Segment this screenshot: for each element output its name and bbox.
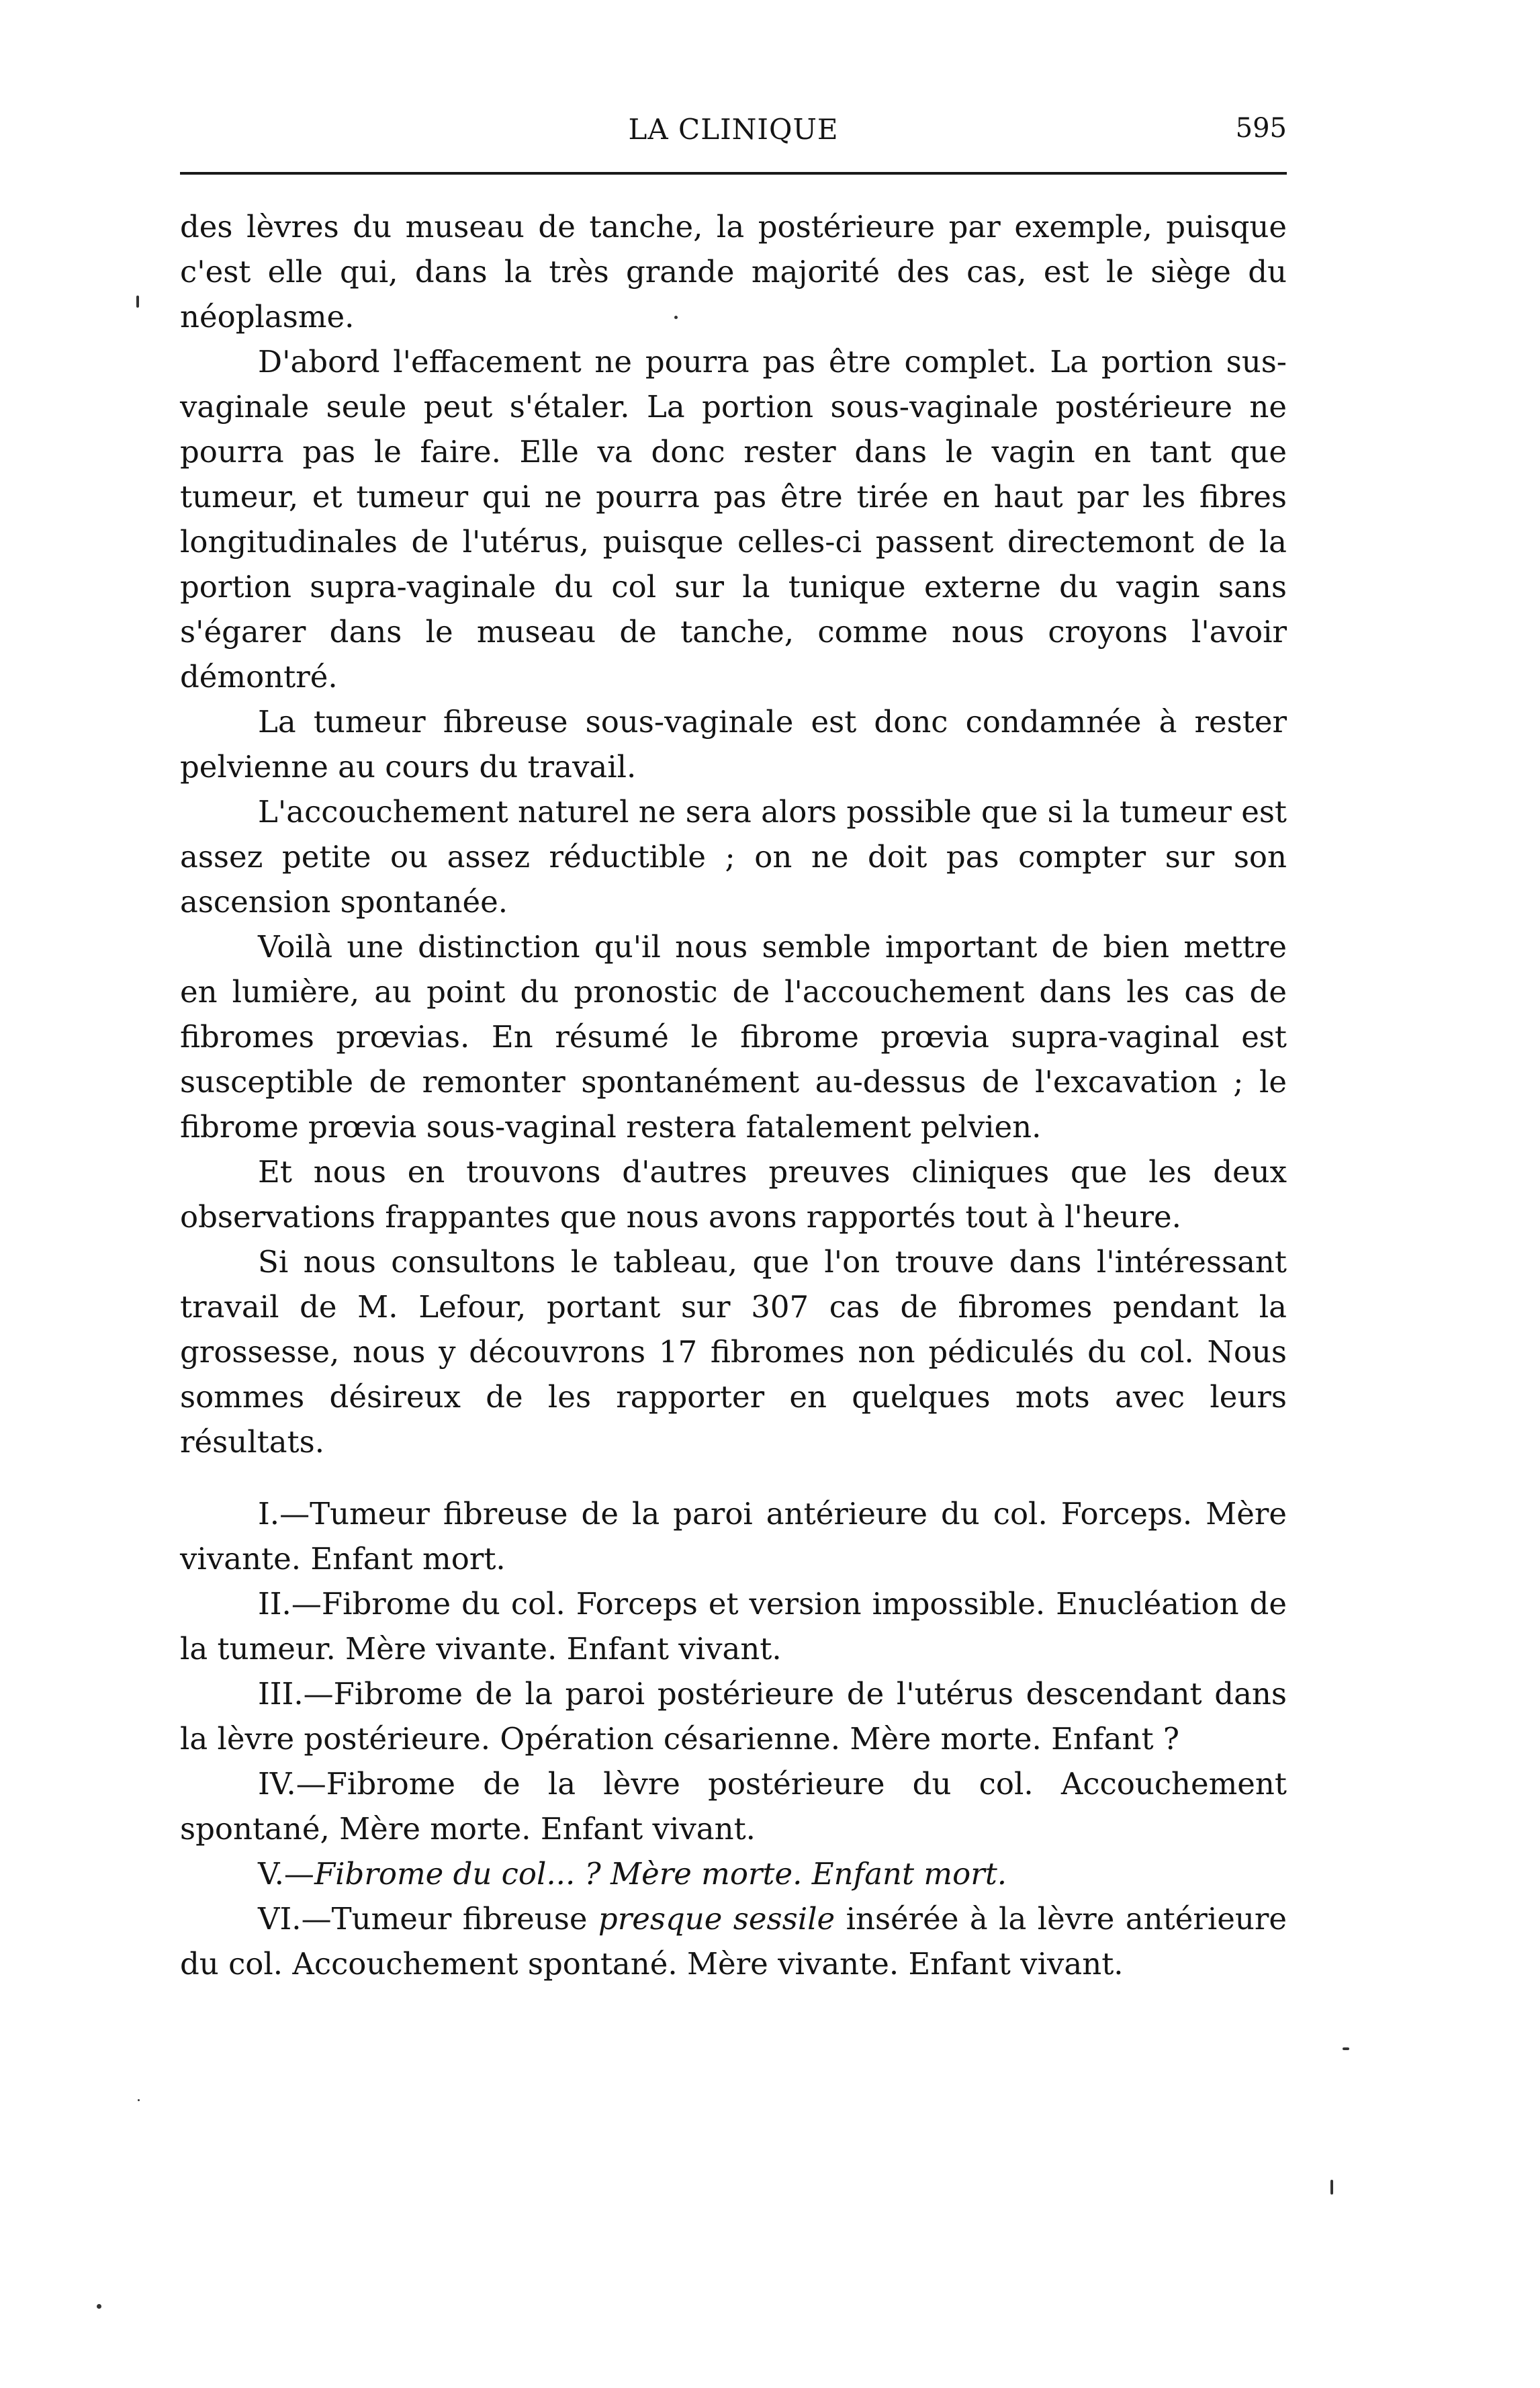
print-speck [674,316,678,319]
case-item: IV.—Fibrome de la lèvre postérieure du col. Accouchement spontané, Mère morte. Enfant vivant. [180,1766,1287,1847]
print-speck [136,296,139,308]
print-speck [97,2304,101,2309]
case-list [180,1491,1287,1986]
page-header [180,113,1287,160]
paragraph: Voilà une distinction qu'il nous semble important de bien mettre en lumière, au point du pronostic de l'accouchement dans les cas de fibromes prœvias. En résumé le fibrome prœvia supra-vaginal est susceptible de remonter spontanément au-dessus de l'excavation ; le fibrome prœvia sous-vaginal restera fatalement pelvien. [180,929,1287,1145]
paragraph: D'abord l'effacement ne pourra pas être complet. La portion sus-vaginale seule peut s'étaler. La portion sous-vaginale postérieure ne pourra pas le faire. Elle va donc rester dans le vagin en tant que tumeur, et tumeur qui ne pourra pas être tirée en haut par les fibres longitudinales de l'utérus, puisque celles-ci passent directemont de la portion supra-vaginale du col sur la tunique externe du vagin sans s'égarer dans le museau de tanche, comme nous croyons l'avoir démontré. [180,344,1287,695]
header-rule [180,172,1287,175]
case-tail: insérée à la lèvre antérieure du col. Accouchement spontané. Mère vivante. Enfant vivant. [180,1901,1287,1982]
case-item: III.—Fibrome de la paroi postérieure de l'utérus descendant dans la lèvre postérieure. Opération césarienne. Mère morte. Enfant ? [180,1676,1287,1757]
print-speck [1343,2047,1349,2050]
paragraph: La tumeur fibreuse sous-vaginale est donc condamnée à rester pelvienne au cours du travail. [180,704,1287,785]
paragraph: Si nous consultons le tableau, que l'on trouve dans l'intéressant travail de M. Lefour, portant sur 307 cas de fibromes pendant la grossesse, nous y découvrons 17 fibromes non pédiculés du col. Nous sommes désireux de les rapporter en quelques mots avec leurs résultats. [180,1244,1287,1460]
case-item: I.—Tumeur fibreuse de la paroi antérieure du col. Forceps. Mère vivante. Enfant mort. [180,1496,1287,1577]
print-speck [1330,2180,1333,2195]
case-item [180,1851,1287,1896]
print-speck [138,2099,140,2101]
paragraph: des lèvres du museau de tanche, la postérieure par exemple, puisque c'est elle qui, dans la très grande majorité des cas, est le siège du néoplasme. [180,209,1287,335]
page-number: 595 [1235,113,1287,144]
paragraph: L'accouchement naturel ne sera alors possible que si la tumeur est assez petite ou assez réductible ; on ne doit pas compter sur son ascension spontanée. [180,794,1287,920]
case-item: II.—Fibrome du col. Forceps et version impossible. Enucléation de la tumeur. Mère vivante. Enfant vivant. [180,1586,1287,1667]
case-italic: Fibrome du col... ? Mère morte. Enfant mort. [314,1856,1007,1892]
running-title: LA CLINIQUE [628,113,839,146]
paragraph: Et nous en trouvons d'autres preuves cliniques que les deux observations frappantes que nous avons rapportés tout à l'heure. [180,1154,1287,1235]
case-item [180,1896,1287,1986]
case-italic: presque sessile [598,1901,835,1937]
case-lead: V.— [258,1856,314,1892]
body-text [180,204,1287,1986]
case-lead: VI.—Tumeur fibreuse [258,1901,598,1937]
